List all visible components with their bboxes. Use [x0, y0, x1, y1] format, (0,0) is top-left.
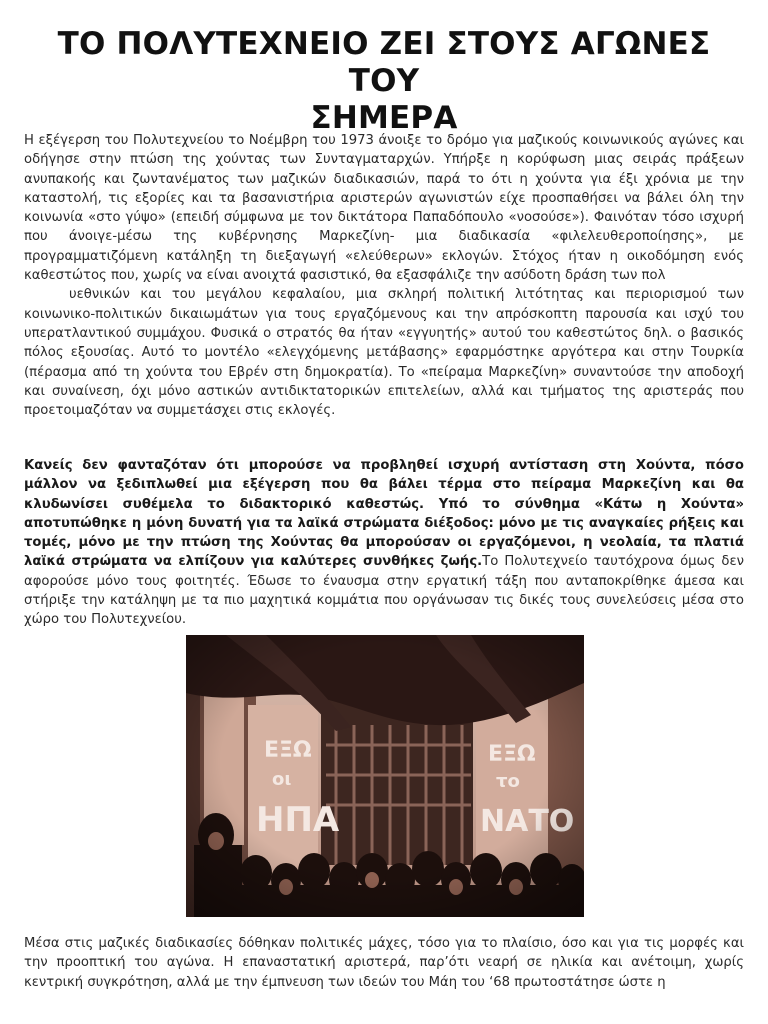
paragraph-2-bold-text: Κανείς δεν φανταζόταν ότι μπορούσε να προβληθεί ισχυρή αντίσταση στη Χούντα, πόσο μάλλον να ξεδιπλωθεί μια εξέγερση που θα βάλει τέρμα στο πείραμα Μαρκεζίνη και θα κλυδωνίσει συθέμελα το διδακτορικό καθεστώς. Υπό το σύνθημα «Κάτω η Χούντα» αποτυπώθηκε η μόνη δυνατή για τα λαϊκά στρώματα διέξοδος: μόνο με τις αναγκαίες ρήξεις και τομές, μόνο με την πτώση της Χούντας θα μπορούσαν οι εργαζόμενοι, η νεολαία, τα πλατιά λαϊκά στρώματα να ελπίζουν για καλύτερες συνθήκες ζωής.	[24, 458, 744, 570]
paragraph-1	[24, 131, 744, 420]
historical-photo	[186, 635, 584, 917]
title-line-1: ΤΟ ΠΟΛΥΤΕΧΝΕΙΟ ΖΕΙ ΣΤΟΥΣ ΑΓΩΝΕΣ ΤΟΥ	[57, 26, 711, 99]
paragraph-1-text-b: υεθνικών και του μεγάλου κεφαλαίου, μια σκληρή πολιτική λιτότητας και περιορισμού των κοινωνικο-πολιτικών δικαιωμάτων για τους εργαζόμενους και την απρόσκοπτη παρουσία και ισχύ του υπερατλαντικού συμμάχου. Φυσικά ο στρατός θα ήταν «εγγυητής» αυτού του καθεστώτος δηλ. ο βασικός πόλος εξουσίας. Αυτό το μοντέλο «ελεγχόμενης μετάβασης» εφαρμόστηκε αργότερα και στην Τουρκία (πέρασμα από τη χούντα του Εβρέν στη δημοκρατία). Το «πείραμα Μαρκεζίνη» συναντούσε την αποδοχή και συναίνεση, όχι μόνο αστικών αντιδικτατορικών επιτελείων, αλλά και τμήματος της αριστεράς που προετοιμαζόταν να συμμετάσχει στις εκλογές.	[24, 287, 744, 419]
paragraph-3-text: Μέσα στις μαζικές διαδικασίες δόθηκαν πολιτικές μάχες, τόσο για το πλαίσιο, όσο και για τις μορφές και την προοπτική του αγώνα. Η επαναστατική αριστερά, παρ’ότι νεαρή σε ηλικία και ανέτοιμη, χωρίς κεντρική συγκρότηση, αλλά με την έμπνευση των ιδεών του Μάη του ‘68 πρωτοστάτησε ώστε η	[24, 936, 744, 990]
paragraph-2-text: Το Πολυτεχνείο ταυτόχρονα όμως δεν αφορούσε μόνο τους φοιτητές. Έδωσε το έναυσμα στην εργατική τάξη που ανταποκρίθηκε άμεσα και στήριξε την κατάληψη με τα πιο μαχητικά κομμάτια που οργάνωσαν τις δικές τους συνελεύσεις μέσα στο χώρο του Πολυτεχνείου.	[24, 554, 745, 628]
paragraph-3	[24, 934, 744, 992]
title-line-2: ΣΗΜΕΡΑ	[310, 100, 458, 136]
page-title	[20, 26, 748, 137]
paragraph-1-text-a: Η εξέγερση του Πολυτεχνείου το Νοέμβρη του 1973 άνοιξε το δρόμο για μαζικούς κοινωνικούς αγώνες και οδήγησε στην πτώση της χούντας των Συνταγματαρχών. Υπήρξε η κορύφωση μιας σειράς πράξεων ανυπακοής και ζωντανέματος των μαζικών διαδικασιών, παρά το ότι η χούντα για έξι χρόνια με την καταστολή, τις εξορίες και τα βασανιστήρια αριστερών αγωνιστών είχε προσπαθήσει να βάλει όλη την κοινωνία «στο γύψο» (επειδή σύμφωνα με τον δικτάτορα Παπαδόπουλο «νοσούσε»). Φαινόταν τόσο ισχυρή που άνοιγε-μέσω της κυβέρνησης Μαρκεζίνη- μια διαδικασία «φιλελευθεροποίησης», με προγραμματιζόμενη κατάληξη τη διεξαγωγή «ελεύθερων» εκλογών. Στόχος ήταν η οικοδόμηση ενός καθεστώτος που, χωρίς να είναι ανοιχτά φασιστικό, θα εξασφάλιζε την ασύδοτη δράση των πολ	[24, 133, 744, 284]
paragraph-2	[24, 456, 744, 630]
photo-illustration	[186, 635, 584, 917]
